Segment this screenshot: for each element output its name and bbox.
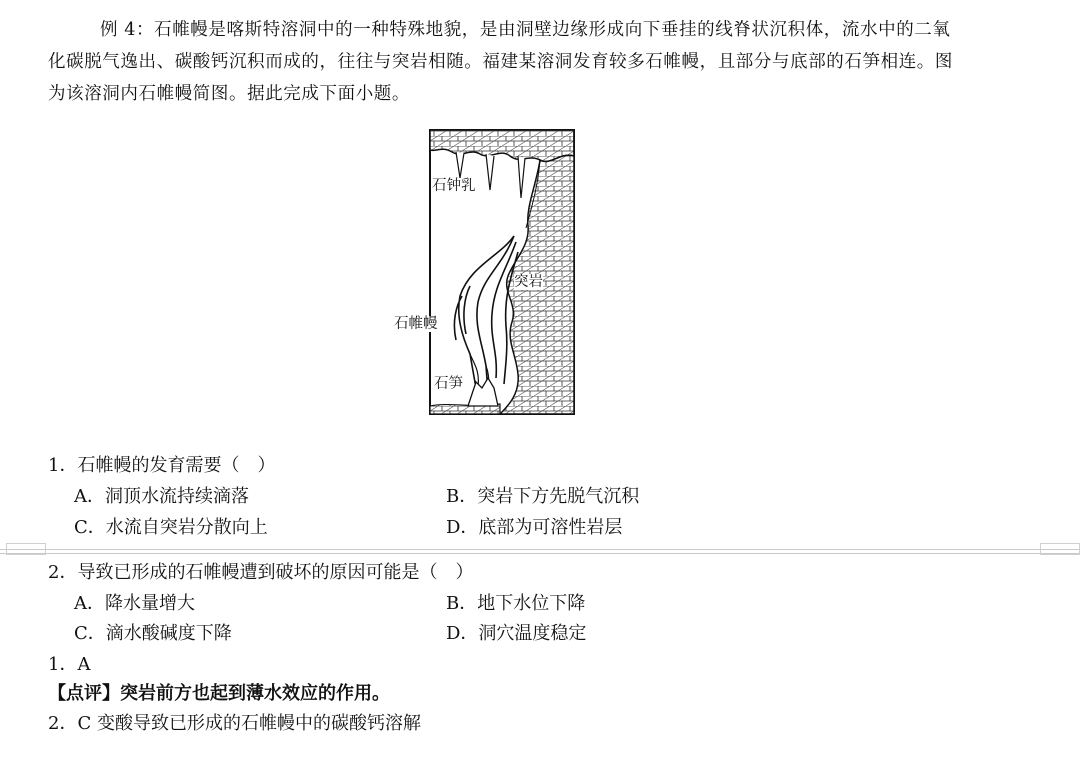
- answer-1: 1．A: [48, 654, 91, 675]
- cave-diagram-drawing: [390, 126, 590, 418]
- page-break-marker-right: [1040, 543, 1080, 555]
- question-2-option-b: B．地下水位下降: [446, 593, 586, 614]
- page-break-line: [0, 549, 1080, 550]
- intro-line-2: 化碳脱气逸出、碳酸钙沉积而成的，往往与突岩相随。福建某溶洞发育较多石帷幔，且部分与底部的石笋相连。图: [48, 52, 953, 72]
- intro-line-3: 为该溶洞内石帷幔简图。据此完成下面小题。: [48, 84, 410, 104]
- question-2-option-d: D．洞穴温度稳定: [446, 623, 587, 644]
- question-1-option-c: C．水流自突岩分散向上: [74, 517, 268, 538]
- comment-tag: 【点评】: [48, 683, 120, 704]
- intro-line-1: 例 4：石帷幔是喀斯特溶洞中的一种特殊地貌，是由洞壁边缘形成向下垂挂的线脊状沉积体，流水中的二氧: [100, 20, 951, 40]
- question-2-option-a: A．降水量增大: [74, 593, 195, 614]
- question-1-option-b: B．突岩下方先脱气沉积: [446, 486, 640, 507]
- comment-text: 突岩前方也起到薄水效应的作用。: [120, 683, 390, 704]
- question-1-option-a: A．洞顶水流持续滴落: [74, 486, 249, 507]
- answer-comment: [48, 680, 390, 708]
- question-2-option-c: C．滴水酸碱度下降: [74, 623, 232, 644]
- question-1-option-d: D．底部为可溶性岩层: [446, 517, 623, 538]
- label-rock-curtain: 石帷幔: [394, 316, 438, 332]
- answer-2: 2．C 变酸导致已形成的石帷幔中的碳酸钙溶解: [48, 713, 421, 734]
- page-break-marker-left: [6, 543, 46, 555]
- label-stalactite: 石钟乳: [432, 178, 476, 194]
- question-2-stem: 2．导致已形成的石帷幔遭到破坏的原因可能是（ ）: [48, 562, 474, 583]
- intro-paragraph: [48, 14, 1060, 110]
- label-protruding-rock: 突岩: [514, 274, 543, 290]
- cave-diagram: [390, 126, 590, 418]
- page-break-line-2: [0, 553, 1080, 554]
- question-1-stem: 1．石帷幔的发育需要（ ）: [48, 455, 276, 476]
- label-stalagmite: 石笋: [434, 376, 463, 392]
